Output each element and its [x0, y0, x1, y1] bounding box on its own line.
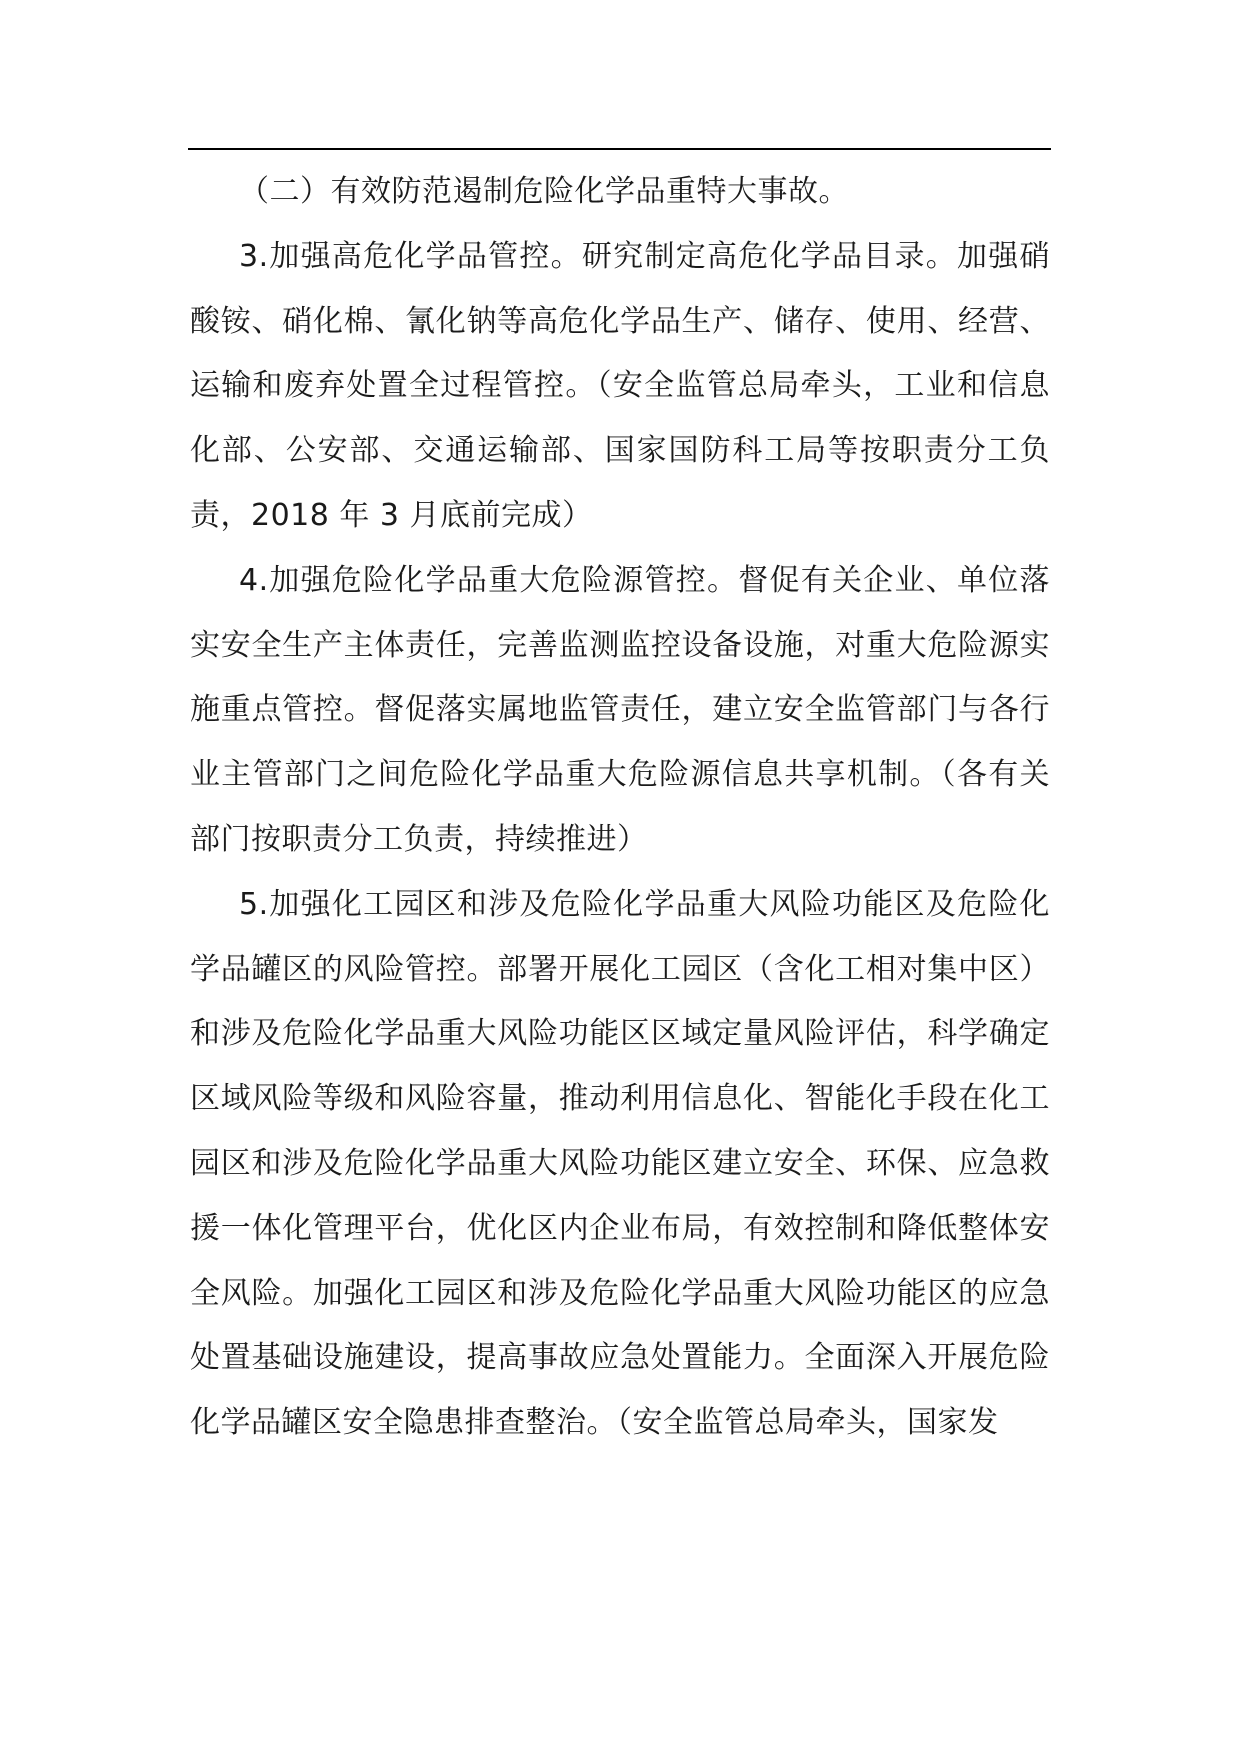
paragraph-item-3: 3.加强高危化学品管控。研究制定高危化学品目录。加强硝酸铵、硝化棉、氰化钠等高危化学品生产、储存、使用、经营、运输和废弃处置全过程管控。（安全监管总局牵头，工业和信息化部、公安部、交通运输部、国家国防科工局等按职责分工负责，2018 年 3 月底前完成） — [190, 238, 1050, 533]
paragraph-item-4: 4.加强危险化学品重大危险源管控。督促有关企业、单位落实安全生产主体责任，完善监测监控设备设施，对重大危险源实施重点管控。督促落实属地监管责任，建立安全监管部门与各行业主管部门之间危险化学品重大危险源信息共享机制。（各有关部门按职责分工负责，持续推进） — [190, 562, 1050, 857]
section-heading: （二）有效防范遏制危险化学品重特大事故。 — [239, 174, 849, 209]
header-rule — [188, 148, 1051, 150]
document-body — [190, 160, 1050, 1456]
paragraph-item-5: 5.加强化工园区和涉及危险化学品重大风险功能区及危险化学品罐区的风险管控。部署开展化工园区（含化工相对集中区）和涉及危险化学品重大风险功能区区域定量风险评估，科学确定区域风险等级和风险容量，推动利用信息化、智能化手段在化工园区和涉及危险化学品重大风险功能区建立安全、环保、应急救援一体化管理平台，优化区内企业布局，有效控制和降低整体安全风险。加强化工园区和涉及危险化学品重大风险功能区的应急处置基础设施建设，提高事故应急处置能力。全面深入开展危险化学品罐区安全隐患排查整治。（安全监管总局牵头，国家发 — [190, 886, 1050, 1441]
